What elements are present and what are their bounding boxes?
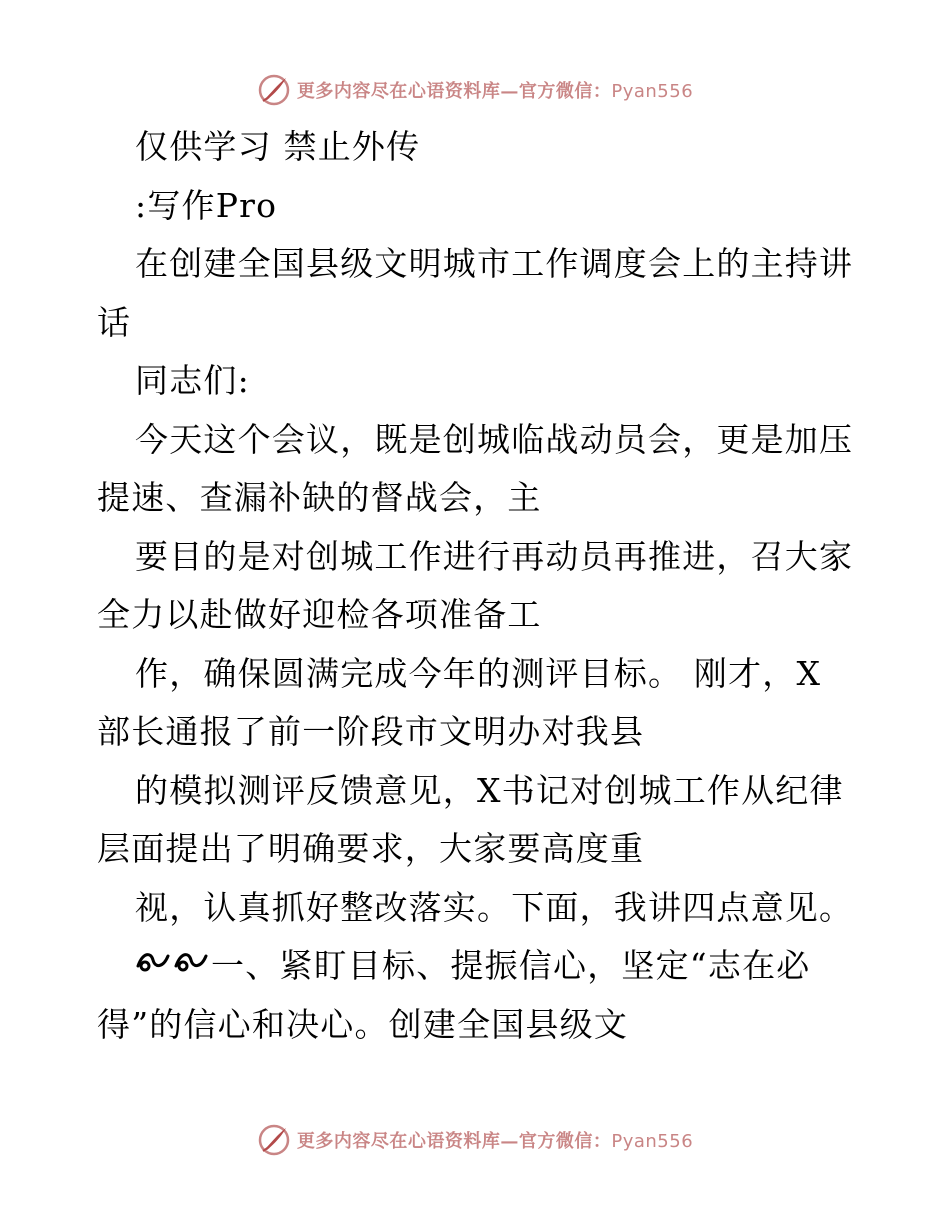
header-text: 更多内容尽在心语资料库—官方微信：Pyan556	[296, 81, 694, 102]
paragraph-line: 的模拟测评反馈意见，X书记对创城工作从纪律	[135, 770, 844, 810]
paragraph-line: 要目的是对创城工作进行再动员再推进，召大家	[135, 536, 854, 576]
paragraph-line: 今天这个会议，既是创城临战动员会，更是加压	[135, 419, 854, 459]
paragraph-line: 得”的信心和决心。创建全国县级文	[97, 1004, 629, 1044]
header-banner	[0, 70, 950, 110]
author-line: :写作Pro	[135, 185, 278, 225]
section-heading-line	[97, 937, 857, 996]
paragraph-line: 层面提出了明确要求，大家要高度重	[97, 829, 645, 868]
paragraph-line: 部长通报了前一阶段市文明办对我县	[97, 712, 645, 751]
footer-banner	[0, 1120, 950, 1160]
paragraph-line: 全力以赴做好迎检各项准备工	[97, 595, 542, 634]
footer-text: 更多内容尽在心语资料库—官方微信：Pyan556	[296, 1131, 694, 1152]
paragraph-line: 作，确保圆满完成今年的测评目标。 刚才，X	[135, 653, 822, 693]
paragraph-line: 视，认真抓好整改落实。下面，我讲四点意见。	[135, 887, 854, 927]
quill-logo-icon	[257, 73, 291, 107]
document-body	[97, 118, 857, 1054]
title-line: 在创建全国县级文明城市工作调度会上的主持讲	[135, 244, 854, 283]
section-heading-text: 一、紧盯目标、提振信心，坚定“志在必	[211, 946, 811, 985]
notice-line: 仅供学习 禁止外传	[135, 127, 421, 166]
title-line-cont: 话	[97, 302, 132, 342]
floral-ornament-icon	[135, 936, 211, 995]
salutation-line: 同志们:	[135, 361, 250, 400]
paragraph-line: 提速、查漏补缺的督战会，主	[97, 478, 542, 517]
quill-logo-icon	[257, 1123, 291, 1157]
